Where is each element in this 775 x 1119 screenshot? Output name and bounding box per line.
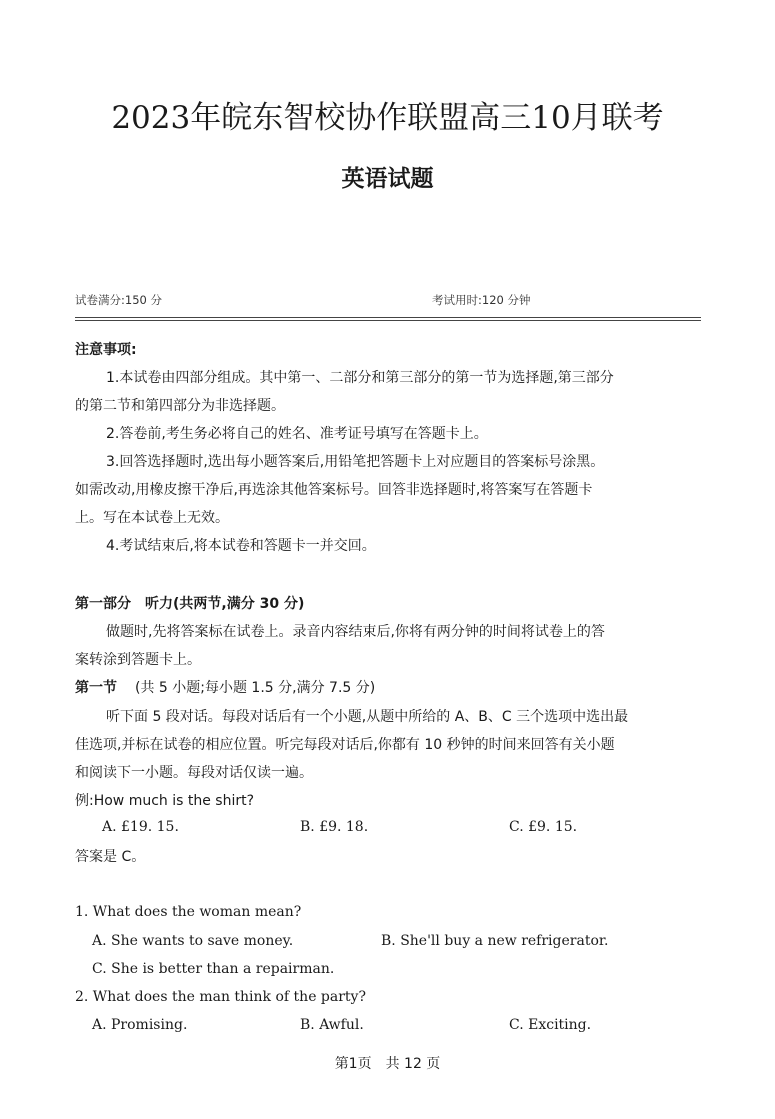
question-1-option-c: C. She is better than a repairman.	[92, 961, 335, 977]
note-item-4: 4.考试结束后,将本试卷和答题卡一并交回。	[106, 538, 376, 554]
example-option-c: C. £9. 15.	[509, 819, 578, 835]
note-item-3-line-3: 上。写在本试卷上无效。	[75, 510, 229, 526]
example-answer: 答案是 C。	[75, 849, 146, 865]
part1-intro-line-1: 做题时,先将答案标在试卷上。录音内容结束后,你将有两分钟的时间将试卷上的答	[106, 624, 605, 640]
question-2-stem: 2. What does the man think of the party?	[75, 989, 366, 1005]
note-item-1-line-2: 的第二节和第四部分为非选择题。	[75, 398, 285, 414]
header-rule-bottom	[75, 320, 701, 321]
question-2-option-a: A. Promising.	[92, 1017, 188, 1033]
question-2-option-c: C. Exciting.	[509, 1017, 592, 1033]
part1-intro-line-2: 案转涂到答题卡上。	[75, 652, 201, 668]
section1-info: (共 5 小题;每小题 1.5 分,满分 7.5 分)	[135, 680, 376, 696]
note-item-3-line-1: 3.回答选择题时,选出每小题答案后,用铅笔把答题卡上对应题目的答案标号涂黑。	[106, 454, 605, 470]
section1-heading: 第一节	[75, 680, 117, 696]
part1-heading: 第一部分 听力(共两节,满分 30 分)	[75, 596, 305, 612]
time-info: 考试用时:120 分钟	[432, 293, 531, 307]
note-item-2: 2.答卷前,考生务必将自己的姓名、准考证号填写在答题卡上。	[106, 426, 488, 442]
notes-heading: 注意事项:	[75, 342, 137, 358]
question-2-option-b: B. Awful.	[300, 1017, 364, 1033]
note-item-1-line-1: 1.本试卷由四部分组成。其中第一、二部分和第三部分的第一节为选择题,第三部分	[106, 370, 614, 386]
question-1-option-a: A. She wants to save money.	[92, 933, 294, 949]
example-option-b: B. £9. 18.	[300, 819, 369, 835]
section1-line-2: 佳选项,并标在试卷的相应位置。听完每段对话后,你都有 10 秒钟的时间来回答有关小题	[75, 737, 615, 753]
score-info: 试卷满分:150 分	[75, 293, 162, 307]
section1-line-1: 听下面 5 段对话。每段对话后有一个小题,从题中所给的 A、B、C 三个选项中选出最	[106, 709, 629, 725]
example-question: 例:How much is the shirt?	[75, 793, 255, 809]
header-rule-top	[75, 317, 701, 318]
question-1-stem: 1. What does the woman mean?	[75, 904, 302, 920]
question-1-option-b: B. She'll buy a new refrigerator.	[381, 933, 609, 949]
exam-title: 2023年皖东智校协作联盟高三10月联考	[111, 100, 664, 136]
page-footer: 第1页 共 12 页	[334, 1056, 441, 1072]
note-item-3-line-2: 如需改动,用橡皮擦干净后,再选涂其他答案标号。回答非选择题时,将答案写在答题卡	[75, 482, 593, 498]
exam-subtitle: 英语试题	[341, 166, 434, 192]
section1-line-3: 和阅读下一小题。每段对话仅读一遍。	[75, 765, 313, 781]
example-option-a: A. £19. 15.	[102, 819, 179, 835]
